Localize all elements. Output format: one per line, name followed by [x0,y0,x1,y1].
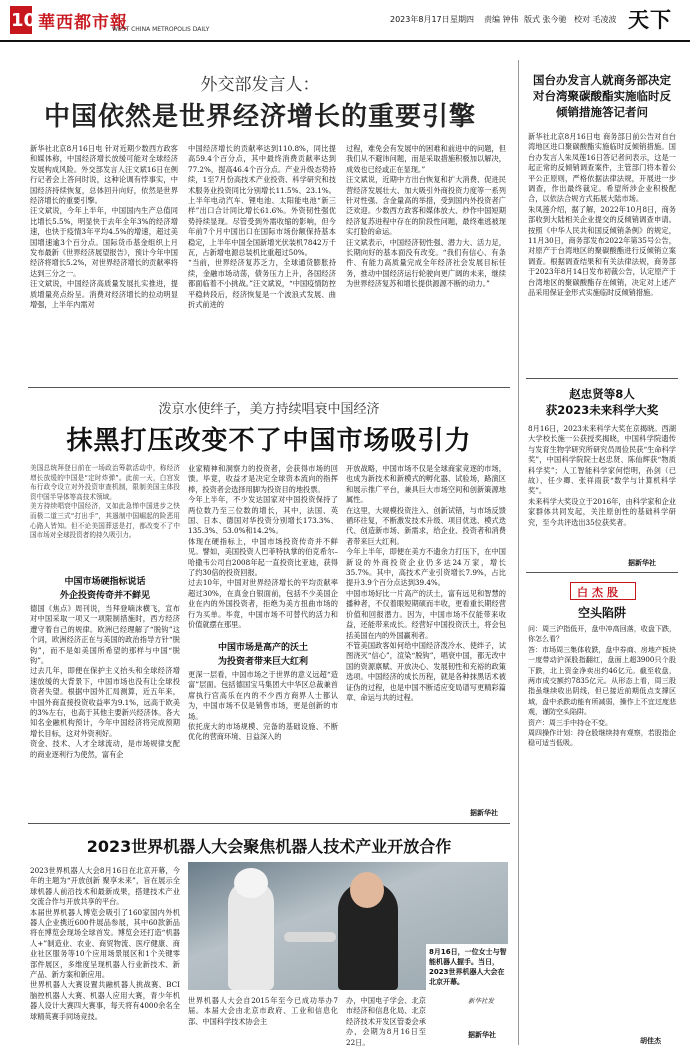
paper-english-name: WEST CHINA METROPOLIS DAILY [112,26,210,33]
article2-column-3: 开放战略，中国市场不仅是全球商家竞逐的市场，也成为新技术和新模式的孵化器、试验场，路演区和展示推广平台，兼具巨大市场空间和创新策源地属性。 在这里，大规模投资注入、创新试错，与市场反馈循环往复，不断激发技术升级、项目优选、模式迭代、创造新市场、新需求，给企业、投资者和消费者带来巨大红利。 今年上半年，即便在美方不遗余力打压下，在中国新设的外商投资企业仍多达24万家，增长35.7%。其中，高技术产业引资增长7.9%，占比提升3.9个百分点达到39.4%。 中国市场好比一片高产的沃土，富有远见和智慧的播种者，不仅着眼短期硕而丰收，更看重长期经营价值和回报潜力。因为，中国市场不仅能带来收益，还能带来成长。经营好中国投资沃土，将会包括美国在内的外国赢利者。 不管美国政客如何给中国经济泼冷水、使绊子，试图浇灭“信心”，渲染“脱钩”，唱衰中国，都无改中国的资源禀赋、开放决心、发展韧性和充裕的政策选项。中国经济的成长历程，就是各种抹黑话术被证伪的过程，也是中国不断适应变局谱写更精彩篇章、命运与共的过程。 [346,464,506,702]
page-header [0,0,690,44]
article2-subheading-2a: 中国市场是高产的沃土 [217,643,308,653]
article2-kicker: 泼京水使绊子，美方持续唱衰中国经济 [158,402,380,417]
sidebar1-headline: 国台办发言人就商务部决定对台湾聚碳酸酯实施临时反倾销措施答记者问 [533,73,671,119]
photo-caption: 8月16日，一位女士与智能机器人握手。当日，2023世界机器人大会在北京开幕。 [426,944,514,990]
handshake [284,932,336,942]
stocks-column-name: 白杰股 [577,586,622,599]
right-column-divider [518,60,519,1045]
issue-weekday: 星期四 [450,15,474,24]
article2-headline: 抹黑打压改变不了中国市场吸引力 [66,426,472,456]
article3-column-2: 世界机器人大会自2015年至今已成功举办7届。本届大会由北京市政府、工业和信息化部、中国科学技术协会主 [188,996,338,1026]
article2-intro: 美国总统拜登日前在一场政治筹款活动中，称经济增长放缓的中国是“定时炸弹”。此前一天，白宫发布行政令设立对外投资审查机制，限制美国主体投资中国半导体等高技术领域。 美方持续唱衰中国经济，又如此急惮中国进步之快而极二道三式“打出手”，其遏制中国崛起的险恶用心路人皆知。但不论美国葬送是打，都改变不了中国市场对全球投资者的持久吸引力。 [30,464,180,540]
woman-face [350,872,384,908]
article2-column-1: 德国《焦点》周刊说，当拜登嘀沫横飞，宣布对中国采取一项又一项限制措施时，西方经济遭守着自己的规律。欧洲已经理解了“脱钩”这个词，欧洲经济正在与美国的政治指导方针“脱钩”，而不是如美国所希望的那样与中国“脱钩”。 过去几年，即便在保护主义抬头和全球经济增速放缓的大背景下，中国市场也没有让全球投资者失望。根据中国外汇局测算，近五年来，中国外商直接投资收益率为9.1%，远高于欧美的3%左右，也高于其他主要新兴经济体。各大知名金融机构预计，今年中国经济将完成预期增长目标，这对外资利好。 资金、技术、人才全球流动，是市场规律支配的商业逐利行为使然，富有企 [30,604,180,759]
sidebar2-source: 据新华社 [628,559,656,567]
section-name: 天下 [628,8,672,32]
proof-credit: 校对 毛凌波 [574,15,617,24]
stocks-body: 问：周三沪指低开，盘中冲高回落，收盘下跌，你怎么看？ 答：市场周三集体收跌，盘中券商、房地产板块一度带动沪深股指翻红，盘面上超3900只个股下跌，北上资金净卖出约46亿元。截至收盘，两市成交额约7835亿元。从形态上看，周三股指虽继续收出阴线，但已接近前期低点支撑区域，盘中杀跌动能有所减弱，操作上不宜过度悲观，谨防空头陷阱。 资产：周三手中持仓不变。 周四操作计划：持仓股继续持有观察，若股指企稳可适当低吸。 [528,625,676,748]
article1-column-3: 过程，难免会有发展中的困难和前进中的问题，但我们从不避讳问题，而是采取措施积极加以解决，成效也已经或正在显现。” 汪文斌说，近期中方出台恢复和扩大消费、促进民营经济发展壮大、加大吸引外商投资力度等一系列针对性强、含金量高的举措，受到国内外投资者广泛欢迎。少数西方政客和媒体放大、炒作中国短期经济复苏进程中存在的阶段性问题，最终难逃被现实打脸的命运。 汪文斌表示，中国经济韧性强、潜力大、活力足，长期向好的基本面没有改变。“我们有信心、有条件、有能力高质量完成全年经济社会发展目标任务，推动中国经济运行轮驶向更广阔的未来，继续为世界经济复苏和增长提供源源不断的动力。” [346,144,506,289]
sidebar2-headline-2: 获2023未来科学大奖 [545,403,659,417]
section-divider-1 [28,387,510,388]
issue-date: 2023年8月17日 [390,15,450,24]
stocks-column-badge [570,582,636,600]
article1-column-1: 新华社北京8月16日电 针对近期少数西方政客和媒体称，中国经济增长放缓可能对全球经济发展构成风险。外交部发言人汪文斌16日在例行记者会上答问时说，这种论调有悖事实，中国经济持续恢复，总体回升向好，依然是世界经济增长的重要引擎。 汪文斌说，今年上半年，中国国内生产总值同比增长5.5%，明显快于去年全年3%的经济增速，也快于疫情3年平均4.5%的增速，超过美国增速逾3个百分点。国际货币基金组织上月发布最新《世界经济展望报告》，预计今年中国经济将增长5.2%，对世界经济增长的贡献率将达到三分之一。 汪文斌说，中国经济高质量发展扎实推进，提质增量亮点纷呈。消费对经济增长的拉动明显增强，上半年内需对 [30,144,178,310]
article2-column-2: 业家精神和洞察力的投资者，会获得市场的回馈。毕竟，收益才是决定全球资本流向的指挥棒，投资者会选择用脚为投资目的地投票。 今年上半年，不少发达国家对中国投资保持了两位数乃至三位数的增长，其中，法国、英国、日本、德国对华投资分别增长173.3%、135.3%、53.0%和14.2%。 体现在硬指标上，中国市场投资传奇并不鲜见。譬如，美国投资人巴菲特执掌的伯克希尔–哈撒韦公司自2008年起一直投资比亚迪，获得了约30倍的投资回报。 过去10年，中国对世界经济增长的平均贡献率超过30%，在真金白银面前，包括不少美国企业在内的外国投资者，拒绝为美方扭曲市场的行为买单。毕竟，中国市场不可替代的活力和价值就摆在那里。 [188,464,338,630]
paper-name: 華西都市報 [38,13,128,33]
article1-kicker: 外交部发言人： [200,75,320,95]
section-divider-2 [28,823,510,824]
article2-column-2b: 更深一层看，中国市场之于世界的意义远超“造富”层面。包括德国宝马集团大中华区总裁兼首席执行官高乐在内的不少西方商界人士都认为，中国市场不仅是销售市场，更是创新的市场。 依托庞大的市场规模、完备的基础设施、不断优化的营商环境、日益深入的 [188,670,338,742]
article2-source: 据新华社 [470,809,498,817]
editor-credit: 责编 钟伟 [484,15,519,24]
robot-head [234,868,268,898]
sidebar-divider-1 [526,378,678,379]
page-number: 10 [11,10,37,31]
page-number-badge [10,6,37,34]
sidebar-divider-2 [526,572,678,573]
article1-headline: 中国依然是世界经济增长的重要引擎 [43,102,476,132]
sidebar2-headline-1: 赵忠贤等8人 [569,387,635,401]
photo-credit: 新华社发 [468,997,494,1005]
article2-subheading-1b: 外企投资传奇并不鲜见 [59,591,150,601]
header-divider [0,40,690,42]
article3-source: 据新华社 [468,1031,496,1039]
article1-column-2: 中国经济增长的贡献率达到110.8%，同比提高59.4个百分点，其中最终消费贡献率达到77.2%，提高46.4个百分点。产业升级态势持续，1至7月份高技术产业投资、科学研究和技术服务业投资同比分别增长11.5%、23.1%。上半年电动汽车、锂电池、太阳能电池“新三样”出口合计同比增长61.6%。外资韧性强优势持续显现。尽管受到外需收缩的影响，但今年前7个月中国出口在国际市场份额保持基本稳定，上半年中国全国新增光伏装机7842万千瓦，占新增电源总装机比重超过50%。 “当前，世界经济复苏乏力，全球通货膨胀持续，金融市场动荡，债务压力上升，各国经济都面临着不小挑战。”汪文斌说，“中国疫情防控平稳转段后，经济恢复是一个波浪式发展、曲折式前进的 [188,144,336,310]
stocks-title: 空头陷阱 [577,606,626,620]
article2-subheading-1a: 中国市场硬指标说话 [64,577,146,587]
article3-headline: 2023世界机器人大会聚焦机器人技术产业开放合作 [86,837,452,856]
article3-column-1: 2023世界机器人大会8月16日在北京开幕，今年的主题为“开放创新 聚享未来”，旨在展示全球机器人前沿技术和最新成果，搭建技术产业交流合作与开放共享的平台。 本届世界机器人博览会吸引了160家国内外机器人企业携近600件展品参展，其中60款新品将在博览会现场全球首发。博览会还打造“机器人+”制造业、农业、商贸物流、医疗健康、商业社区服务等10个应用场景展区和1个关键零部件展区，多维度呈现机器人行业新技术、新产品、新方案和新应用。 世界机器人大赛设置共融机器人挑战赛、BCI脑控机器人大赛、机器人应用大赛，青少年机器人设计大赛四大赛事，每天将有4000余名全球精英赛手同场竞技。 [30,866,180,1021]
sidebar2-body: 8月16日，2023未来科学大奖在京揭晓。西湖大学校长施一公获授奖揭晓，中国科学院遗传与发育生物学研究所研究员周俭民获“生命科学奖”，中国科学院院士赵忠贤、陈仙辉获“物质科学奖”；人工智能科学家何恺明，孙剑（已故）、任少卿、张祥雨获“数学与计算机科学奖”。 未来科学大奖设立于2016年，由科学家和企业家群体共同发起，关注原创性的基础科学研究，至今共评选出35位获奖者。 [528,424,676,527]
article3-column-3: 办，中国电子学会、北京市经济和信息化局、北京经济技术开发区管委会承办，会期为8月16日至22日。 [346,996,426,1047]
stocks-author: 胡佳杰 [640,1037,661,1045]
layout-credit: 版式 张今驰 [524,15,567,24]
article2-subheading-2b: 为投资者带来巨大红利 [217,657,308,667]
sidebar1-body: 新华社北京8月16日电 商务部日前公告对自台湾地区进口聚碳酸酯实施临时反倾销措施。国台办发言人朱凤莲16日答记者问表示，这是一起正常的反倾销调查案件，主管部门将本着公平公正原则，严格依据法律法规，开展进一步调查，作出最终裁定。希望所涉企业积极配合，以依法合规方式拓展大陆市场。 朱凤莲介绍，据了解，2022年10月8日，商务部收到大陆相关企业提交的反倾销调查申请。按照《中华人民共和国反倾销条例》的规定，11月30日，商务部发布2022年第35号公告，对原产于台湾地区的聚碳酸酯进行反倾销立案调查。根据调查结果和有关法律法规，商务部于2023年8月14日发布初裁公告，认定原产于台湾地区的聚碳酸酯存在倾销，决定对上述产品采用保证金形式实施临时反倾销措施。 [528,132,676,298]
